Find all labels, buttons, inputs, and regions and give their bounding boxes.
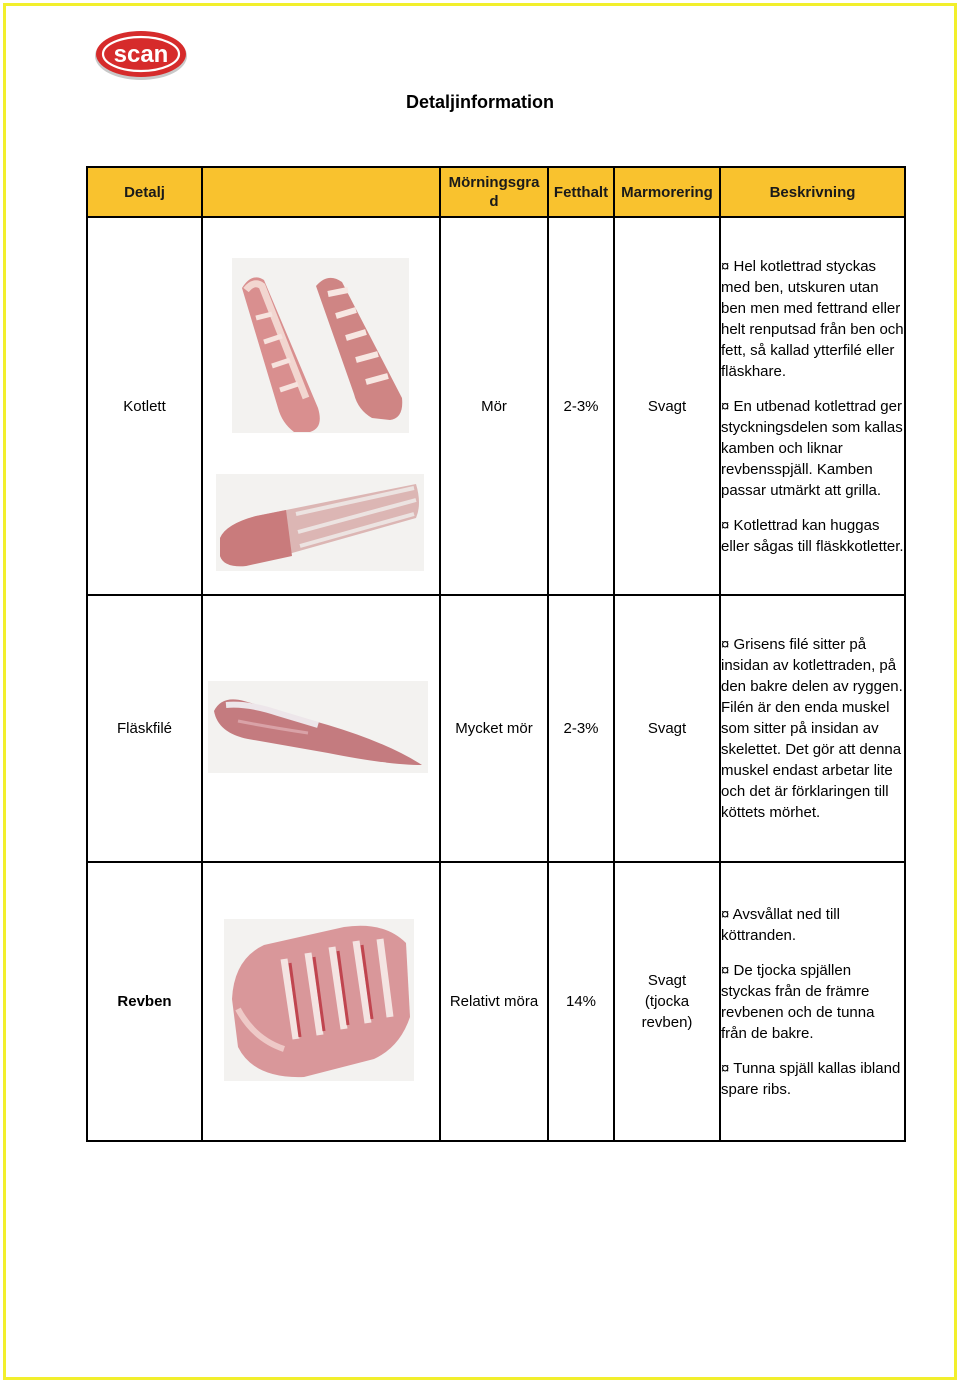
header-marmorering: Marmorering xyxy=(614,167,720,217)
detail-table xyxy=(86,166,906,1142)
description-paragraph: ¤ En utbenad kotlettrad ger styckningsdelen som kallas kamben och liknar revbensspjäll. Kamben passar utmärkt att grilla. xyxy=(721,397,903,499)
header-detalj: Detalj xyxy=(87,167,202,217)
row-detalj: Revben xyxy=(87,862,202,1141)
header-morningsgrad-label: Mörningsgra d xyxy=(448,174,540,210)
row-beskrivning xyxy=(720,595,905,862)
table-row xyxy=(87,595,905,862)
row-detalj: Kotlett xyxy=(87,217,202,595)
table-row xyxy=(87,217,905,595)
row-image-cell xyxy=(202,862,440,1141)
row-marmorering: Svagt xyxy=(614,217,720,595)
scan-logo xyxy=(93,28,189,82)
revben-photo xyxy=(224,919,414,1081)
row-fetthalt: 2-3% xyxy=(548,595,614,862)
document-title: Detaljinformation xyxy=(405,92,554,112)
row-morningsgrad: Relativt möra xyxy=(440,862,548,1141)
kotlettrad-photo xyxy=(216,474,424,571)
description-paragraph: ¤ Tunna spjäll kallas ibland spare ribs. xyxy=(721,1059,901,1098)
row-image-cell xyxy=(202,217,440,595)
row-fetthalt: 2-3% xyxy=(548,217,614,595)
logo-text: scan xyxy=(113,41,169,68)
header-row xyxy=(87,167,905,217)
header-image xyxy=(202,167,440,217)
description-paragraph: ¤ Hel kotlettrad styckas med ben, utskuren utan ben men med fettrand eller helt renputsad från ben och fett, så kallad ytterfilé eller fläskhare. xyxy=(721,257,904,380)
kotlett-photo xyxy=(232,258,409,433)
description-paragraph: ¤ Kotlettrad kan huggas eller sågas till fläskkotletter. xyxy=(721,516,904,555)
row-morningsgrad: Mör xyxy=(440,217,548,595)
flaskfile-photo xyxy=(208,681,428,773)
row-image-cell xyxy=(202,595,440,862)
row-morningsgrad: Mycket mör xyxy=(440,595,548,862)
row-fetthalt: 14% xyxy=(548,862,614,1141)
row-detalj: Fläskfilé xyxy=(87,595,202,862)
header-morningsgrad xyxy=(440,167,548,217)
header-fetthalt: Fetthalt xyxy=(548,167,614,217)
description-paragraph: ¤ De tjocka spjällen styckas från de främre revbenen och de tunna från de bakre. xyxy=(721,961,875,1042)
header-beskrivning: Beskrivning xyxy=(720,167,905,217)
table-row xyxy=(87,862,905,1141)
row-marmorering xyxy=(614,862,720,1141)
row-beskrivning xyxy=(720,862,905,1141)
row-beskrivning xyxy=(720,217,905,595)
description-paragraph: ¤ Grisens filé sitter på insidan av kotlettraden, på den bakre delen av ryggen. Filén är den enda muskel som sitter på insidan av skelettet. Det gör att denna muskel endast arbetar lite och det är förklaringen till köttets mörhet. xyxy=(721,636,903,821)
description-paragraph: ¤ Avsvållat ned till köttranden. xyxy=(721,905,840,944)
row-marmorering-label: Svagt (tjocka revben) xyxy=(641,972,693,1031)
row-marmorering: Svagt xyxy=(614,595,720,862)
